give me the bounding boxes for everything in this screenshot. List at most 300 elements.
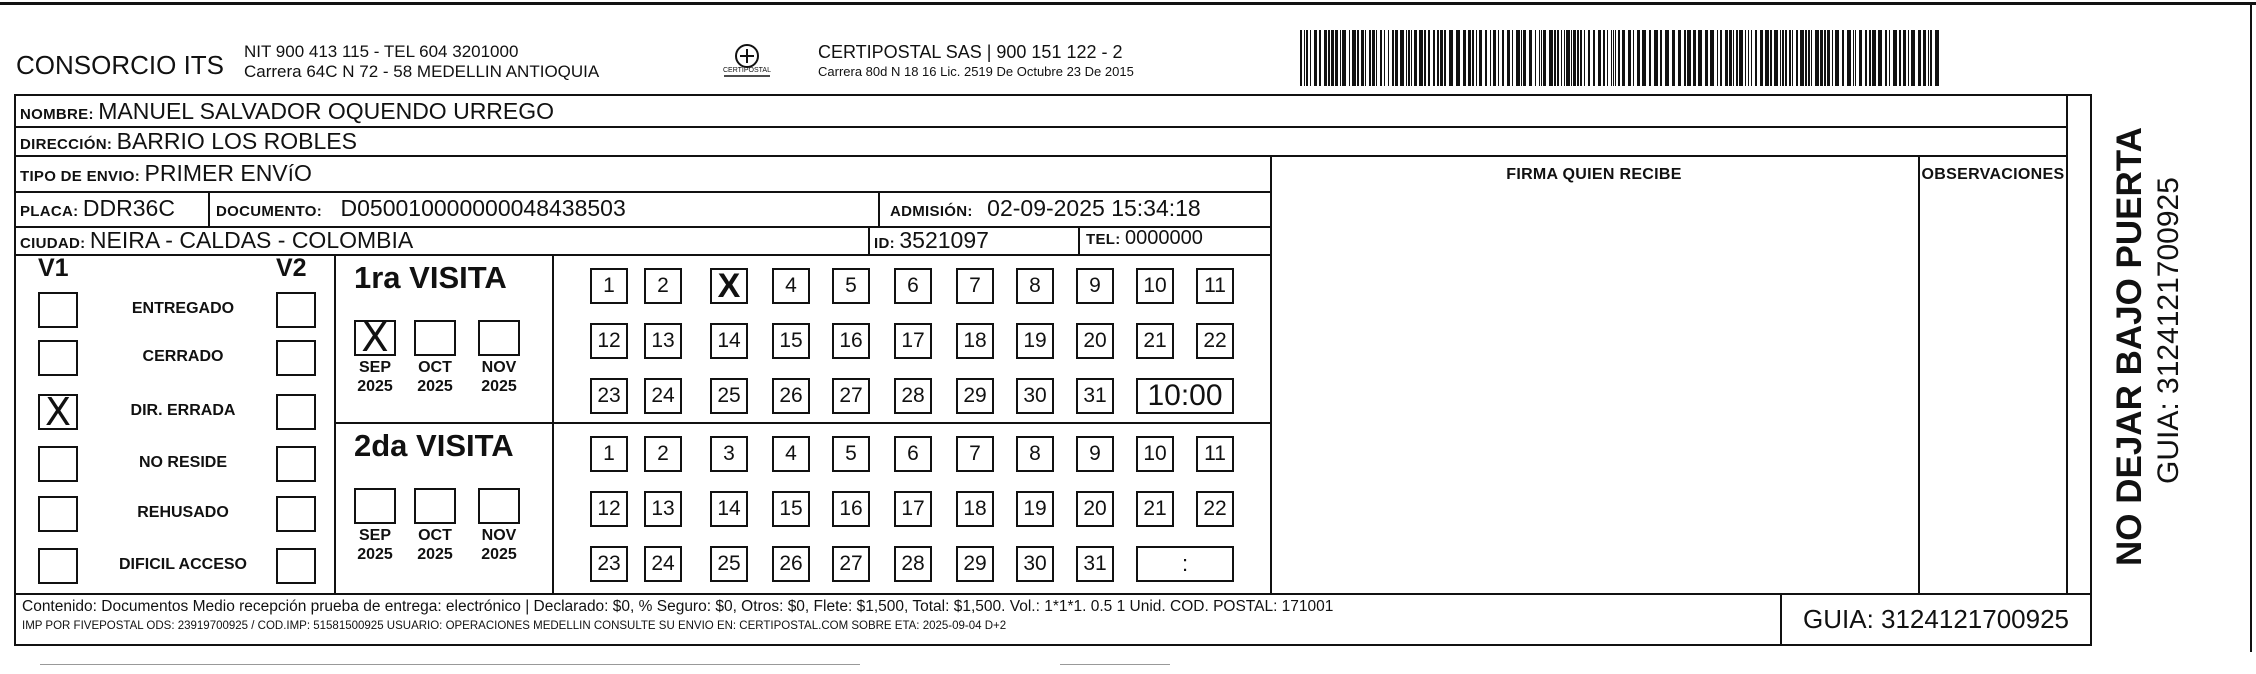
direccion-label: DIRECCIÓN: — [20, 136, 113, 153]
barcode-bar — [1782, 30, 1784, 86]
visit1-day-box[interactable]: 24 — [644, 378, 682, 414]
side-guia: GUIA: 3124121700925 — [2152, 177, 2185, 484]
barcode-bar — [1485, 30, 1487, 86]
visit1-month-year: 2025 — [417, 378, 453, 395]
barcode-bar — [1628, 30, 1631, 86]
barcode-bar — [1827, 30, 1830, 86]
barcode-bar — [1380, 30, 1382, 86]
barcode-bar — [1869, 30, 1871, 86]
visit2-month-year: 2025 — [481, 546, 517, 563]
visit1-month-name: SEP — [358, 359, 391, 376]
motive-label: DIFICIL ACCESO — [118, 556, 247, 573]
barcode-bar — [1554, 30, 1556, 86]
barcode-bar — [1911, 30, 1915, 86]
signature-divider — [1270, 155, 1272, 593]
visit1-day-box[interactable]: 6 — [894, 268, 932, 304]
barcode-bar — [1607, 30, 1608, 86]
barcode-bar — [1815, 30, 1819, 86]
visit1-day-box[interactable]: 21 — [1136, 323, 1174, 359]
visit2-title: 2da VISITA — [354, 428, 514, 463]
barcode-bar — [1376, 30, 1377, 86]
visit1-title: 1ra VISITA — [354, 260, 507, 295]
barcode — [1300, 30, 1945, 86]
barcode-bar — [1613, 30, 1614, 86]
placa-value: DDR36C — [82, 195, 175, 221]
v2-checkbox[interactable] — [276, 394, 316, 430]
visit1-day-box[interactable]: 9 — [1076, 268, 1114, 304]
row-line — [14, 254, 1270, 256]
visit2-month-year: 2025 — [417, 546, 453, 563]
v2-checkbox[interactable] — [276, 496, 316, 532]
visit1-day-box[interactable]: 10 — [1136, 268, 1174, 304]
v1-checkbox[interactable] — [38, 292, 78, 328]
visit2-month-year: 2025 — [357, 546, 393, 563]
visit2-day-box[interactable]: 28 — [894, 546, 932, 582]
barcode-bar — [1564, 30, 1565, 86]
carrier-address-line: Carrera 80d N 18 16 Lic. 2519 De Octubre 23 De 2015 — [818, 64, 1134, 79]
barcode-bar — [1842, 30, 1844, 86]
barcode-bar — [1859, 30, 1862, 86]
visit1-month-checkbox[interactable]: X — [354, 320, 396, 356]
barcode-bar — [1755, 30, 1757, 86]
barcode-bar — [1808, 30, 1810, 86]
visit2-day-box[interactable]: 14 — [710, 491, 748, 527]
barcode-bar — [1847, 30, 1851, 86]
barcode-bar — [1751, 30, 1752, 86]
visit1-month-name: NOV — [481, 359, 517, 376]
barcode-bar — [1729, 30, 1732, 86]
barcode-bar — [1539, 30, 1540, 86]
visit1-day-box[interactable]: 22 — [1196, 323, 1234, 359]
visit1-month-year: 2025 — [357, 378, 393, 395]
visit1-day-box[interactable]: 27 — [832, 378, 870, 414]
visit2-day-box[interactable]: 8 — [1016, 436, 1054, 472]
v1-checkbox[interactable] — [38, 548, 78, 584]
barcode-bar — [1493, 30, 1496, 86]
barcode-bar — [1449, 30, 1453, 86]
visit2-day-box[interactable]: 15 — [772, 491, 810, 527]
visit2-day-box[interactable]: 23 — [590, 546, 628, 582]
v1-label: V1 — [38, 254, 69, 282]
right-edge-line — [2250, 2, 2252, 652]
visit2-day-box[interactable]: 21 — [1136, 491, 1174, 527]
top-edge-line — [0, 2, 2256, 5]
barcode-bar — [1502, 30, 1504, 86]
barcode-bar — [1588, 30, 1590, 86]
documento-label: DOCUMENTO: — [216, 203, 323, 220]
barcode-bar — [1865, 30, 1867, 86]
barcode-bar — [1928, 30, 1929, 86]
ciudad-value: NEIRA - CALDAS - COLOMBIA — [89, 227, 414, 253]
barcode-bar — [1633, 30, 1634, 86]
barcode-bar — [1310, 30, 1311, 86]
barcode-bar — [1687, 30, 1691, 86]
visit2-day-box[interactable]: 22 — [1196, 491, 1234, 527]
barcode-bar — [1805, 30, 1807, 86]
visit1-day-box[interactable]: 8 — [1016, 268, 1054, 304]
logo-text: CERTIPOSTAL — [723, 67, 771, 74]
visit1-day-box[interactable]: 26 — [772, 378, 810, 414]
visit2-day-box[interactable]: 18 — [956, 491, 994, 527]
tel-value: 0000000 — [1124, 227, 1203, 249]
barcode-bar — [1780, 30, 1781, 86]
barcode-bar — [1710, 30, 1714, 86]
barcode-bar — [1855, 30, 1856, 86]
visit1-day-box[interactable]: 30 — [1016, 378, 1054, 414]
placa-label: PLACA: — [20, 203, 79, 220]
v2-checkbox[interactable] — [276, 292, 316, 328]
barcode-bar — [1400, 30, 1404, 86]
visit2-day-box[interactable]: 26 — [772, 546, 810, 582]
barcode-bar — [1479, 30, 1482, 86]
barcode-bar — [1571, 30, 1572, 86]
tel-label: TEL: — [1086, 231, 1121, 248]
company-address-line: Carrera 64C N 72 - 58 MEDELLIN ANTIOQUIA — [244, 62, 600, 81]
visit2-day-box[interactable]: 29 — [956, 546, 994, 582]
barcode-bar — [1349, 30, 1350, 86]
visit1-day-box[interactable]: X — [710, 268, 748, 304]
barcode-bar — [1384, 30, 1385, 86]
months-divider — [552, 254, 554, 593]
admision-label: ADMISIÓN: — [890, 203, 973, 220]
barcode-bar — [1603, 30, 1605, 86]
barcode-bar — [1306, 30, 1308, 86]
barcode-bar — [1541, 30, 1542, 86]
visit2-day-box[interactable]: 11 — [1196, 436, 1234, 472]
barcode-bar — [1392, 30, 1394, 86]
nombre-value: MANUEL SALVADOR OQUENDO URREGO — [98, 98, 555, 124]
ciudad-row — [20, 227, 413, 254]
barcode-bar — [1889, 30, 1890, 86]
company-name: CONSORCIO ITS — [16, 50, 225, 80]
barcode-bar — [1324, 30, 1327, 86]
visit2-day-box[interactable]: 25 — [710, 546, 748, 582]
tel-row — [1086, 227, 1203, 250]
tipo-envio-label: TIPO DE ENVIO: — [20, 168, 141, 185]
barcode-bar — [1440, 30, 1443, 86]
barcode-bar — [1593, 30, 1595, 86]
visit2-day-box[interactable]: 19 — [1016, 491, 1054, 527]
barcode-bar — [1577, 30, 1579, 86]
ciudad-label: CIUDAD: — [20, 235, 86, 252]
firma-label: FIRMA QUIEN RECIBE — [1506, 166, 1682, 183]
v1-checkbox[interactable] — [38, 340, 78, 376]
barcode-bar — [1935, 30, 1939, 86]
barcode-bar — [1872, 30, 1876, 86]
v1-checkbox[interactable]: X — [38, 394, 78, 430]
visit1-day-box[interactable]: 13 — [644, 323, 682, 359]
visit2-day-box[interactable]: 4 — [772, 436, 810, 472]
barcode-bar — [1557, 30, 1559, 86]
tipo-envio-row — [20, 160, 312, 187]
barcode-bar — [1340, 30, 1341, 86]
barcode-bar — [1408, 30, 1410, 86]
documento-divider — [878, 191, 880, 226]
barcode-bar — [1618, 30, 1620, 86]
carrier-name-line: CERTIPOSTAL SAS | 900 151 122 - 2 — [818, 42, 1123, 62]
row-line — [14, 191, 1270, 193]
barcode-bar — [1535, 30, 1536, 86]
motive-label: DIR. ERRADA — [130, 402, 236, 419]
barcode-bar — [1388, 30, 1389, 86]
v2-label: V2 — [276, 254, 307, 282]
visit2-day-box[interactable]: 7 — [956, 436, 994, 472]
motive-label: REHUSADO — [137, 504, 229, 521]
barcode-bar — [1566, 30, 1570, 86]
barcode-bar — [1411, 30, 1412, 86]
barcode-bar — [1507, 30, 1510, 86]
visit1-month-checkbox[interactable] — [414, 320, 456, 356]
barcode-bar — [1342, 30, 1346, 86]
barcode-bar — [1328, 30, 1330, 86]
barcode-bar — [1419, 30, 1423, 86]
visit2-day-box[interactable]: 16 — [832, 491, 870, 527]
barcode-bar — [1357, 30, 1359, 86]
barcode-bar — [1472, 30, 1474, 86]
barcode-bar — [1770, 30, 1772, 86]
motives-divider — [334, 254, 336, 593]
footer-imp-line: IMP POR FIVEPOSTAL ODS: 23919700925 / COD.IMP: 51581500925 USUARIO: OPERACIONES MEDELLIN CONSULTE SU ENVIO EN: CERTIPOSTAL.COM SOBRE ETA: 2025-09-04 D+2 — [22, 620, 1007, 632]
visit1-month-name: OCT — [418, 359, 452, 376]
barcode-bar — [1433, 30, 1435, 86]
company-nit-line: NIT 900 413 115 - TEL 604 3201000 — [244, 42, 519, 61]
barcode-bar — [1314, 30, 1317, 86]
observaciones-divider — [1918, 155, 1920, 593]
barcode-bar — [1428, 30, 1430, 86]
barcode-bar — [1835, 30, 1839, 86]
visit1-day-box[interactable]: 2 — [644, 268, 682, 304]
barcode-bar — [1361, 30, 1364, 86]
barcode-bar — [1789, 30, 1791, 86]
barcode-bar — [1521, 30, 1522, 86]
visit1-day-box[interactable]: 5 — [832, 268, 870, 304]
barcode-bar — [1395, 30, 1398, 86]
visit1-month-year: 2025 — [481, 378, 517, 395]
tipo-envio-value: PRIMER ENVíO — [144, 160, 312, 186]
visit2-day-box[interactable]: 27 — [832, 546, 870, 582]
barcode-bar — [1725, 30, 1728, 86]
visit1-day-box[interactable]: 25 — [710, 378, 748, 414]
barcode-bar — [1693, 30, 1696, 86]
barcode-bar — [1739, 30, 1743, 86]
barcode-bar — [1561, 30, 1562, 86]
visit2-day-box[interactable]: 30 — [1016, 546, 1054, 582]
visit1-day-box[interactable]: 12 — [590, 323, 628, 359]
barcode-bar — [1444, 30, 1446, 86]
barcode-bar — [1468, 30, 1471, 86]
visit2-day-box[interactable]: 13 — [644, 491, 682, 527]
id-divider — [868, 226, 870, 254]
visit2-day-box[interactable]: 2 — [644, 436, 682, 472]
barcode-bar — [1490, 30, 1491, 86]
tel-divider — [1078, 226, 1080, 254]
barcode-bar — [1796, 30, 1798, 86]
barcode-bar — [1930, 30, 1932, 86]
barcode-bar — [1331, 30, 1334, 86]
visit1-day-box[interactable]: 29 — [956, 378, 994, 414]
visit2-day-box[interactable]: 10 — [1136, 436, 1174, 472]
id-value: 3521097 — [899, 227, 989, 253]
barcode-bar — [1733, 30, 1734, 86]
barcode-bar — [1745, 30, 1746, 86]
visit1-day-box[interactable]: 28 — [894, 378, 932, 414]
barcode-bar — [1918, 30, 1921, 86]
barcode-bar — [1885, 30, 1887, 86]
visit2-month-checkbox[interactable] — [414, 488, 456, 524]
visit1-time-box[interactable]: 10:00 — [1136, 378, 1234, 414]
barcode-bar — [1529, 30, 1532, 86]
side-warning: NO DEJAR BAJO PUERTA — [2110, 127, 2149, 566]
barcode-bar — [1899, 30, 1901, 86]
visit2-month-name: OCT — [418, 527, 452, 544]
barcode-bar — [1717, 30, 1718, 86]
admision-value: 02-09-2025 15:34:18 — [987, 195, 1201, 221]
barcode-bar — [1611, 30, 1612, 86]
visit1-day-box[interactable]: 4 — [772, 268, 810, 304]
barcode-bar — [1335, 30, 1338, 86]
barcode-bar — [1476, 30, 1477, 86]
barcode-bar — [1642, 30, 1646, 86]
visit1-day-box[interactable]: 11 — [1196, 268, 1234, 304]
barcode-bar — [1584, 30, 1585, 86]
barcode-bar — [1437, 30, 1439, 86]
observaciones-label: OBSERVACIONES — [1921, 166, 2065, 183]
motive-label: ENTREGADO — [131, 300, 235, 317]
barcode-bar — [1853, 30, 1854, 86]
v1-checkbox[interactable] — [38, 446, 78, 482]
visit-separator — [334, 422, 1270, 424]
visit1-day-box[interactable]: 20 — [1076, 323, 1114, 359]
barcode-bar — [1765, 30, 1769, 86]
visit2-month-name: NOV — [481, 527, 517, 544]
documento-value: D050010000000048438503 — [340, 195, 626, 221]
barcode-bar — [1698, 30, 1702, 86]
barcode-bar — [1684, 30, 1686, 86]
direccion-value: BARRIO LOS ROBLES — [116, 128, 357, 154]
visit1-day-box[interactable]: 18 — [956, 323, 994, 359]
visit2-month-checkbox[interactable] — [478, 488, 520, 524]
documento-row — [216, 195, 626, 222]
barcode-bar — [1516, 30, 1520, 86]
id-row — [874, 227, 989, 254]
visit2-day-box[interactable]: 24 — [644, 546, 682, 582]
barcode-bar — [1760, 30, 1763, 86]
right-column-divider — [2066, 94, 2068, 593]
visit2-month-checkbox[interactable] — [354, 488, 396, 524]
placa-divider — [208, 191, 210, 226]
row-line — [14, 155, 2066, 157]
visit1-day-box[interactable]: 19 — [1016, 323, 1054, 359]
barcode-bar — [1649, 30, 1651, 86]
barcode-bar — [1372, 30, 1375, 86]
footer-guia: GUIA: 3124121700925 — [1803, 604, 2069, 634]
barcode-bar — [1319, 30, 1321, 86]
barcode-bar — [1424, 30, 1426, 86]
admision-row — [890, 195, 1201, 222]
visit1-day-box[interactable]: 1 — [590, 268, 628, 304]
barcode-bar — [1800, 30, 1804, 86]
visit1-month-checkbox[interactable] — [478, 320, 520, 356]
barcode-bar — [1660, 30, 1662, 86]
nombre-row — [20, 98, 554, 125]
barcode-bar — [1549, 30, 1553, 86]
visit2-day-box[interactable]: 9 — [1076, 436, 1114, 472]
barcode-bar — [1792, 30, 1793, 86]
barcode-bar — [1580, 30, 1582, 86]
barcode-bar — [1824, 30, 1826, 86]
visit1-day-box[interactable]: 23 — [590, 378, 628, 414]
visit2-time-box[interactable]: : — [1136, 546, 1234, 582]
id-label: ID: — [874, 235, 895, 252]
barcode-bar — [1365, 30, 1366, 86]
barcode-bar — [1300, 30, 1302, 86]
barcode-bar — [1637, 30, 1640, 86]
barcode-bar — [1811, 30, 1812, 86]
barcode-bar — [1543, 30, 1546, 86]
barcode-bar — [1672, 30, 1675, 86]
barcode-bar — [1463, 30, 1466, 86]
visit1-day-box[interactable]: 17 — [894, 323, 932, 359]
v2-checkbox[interactable] — [276, 340, 316, 376]
barcode-bar — [1678, 30, 1681, 86]
nombre-label: NOMBRE: — [20, 106, 94, 123]
visit1-day-box[interactable]: 14 — [710, 323, 748, 359]
bottom-edge-line — [40, 664, 860, 665]
visit2-day-box[interactable]: 6 — [894, 436, 932, 472]
visit2-day-box[interactable]: 31 — [1076, 546, 1114, 582]
v2-checkbox[interactable] — [276, 446, 316, 482]
motive-label: CERRADO — [142, 348, 224, 365]
visit2-day-box[interactable]: 17 — [894, 491, 932, 527]
motive-label: NO RESIDE — [138, 454, 227, 471]
barcode-bar — [1893, 30, 1897, 86]
visit1-day-box[interactable]: 7 — [956, 268, 994, 304]
barcode-bar — [1598, 30, 1601, 86]
barcode-bar — [1736, 30, 1738, 86]
visit2-day-box[interactable]: 20 — [1076, 491, 1114, 527]
visit2-day-box[interactable]: 1 — [590, 436, 628, 472]
placa-row — [20, 195, 175, 222]
barcode-bar — [1832, 30, 1833, 86]
visit2-month-name: SEP — [358, 527, 391, 544]
barcode-bar — [1820, 30, 1823, 86]
v1-checkbox[interactable] — [38, 496, 78, 532]
visit1-day-box[interactable]: 15 — [772, 323, 810, 359]
visit2-day-box[interactable]: 12 — [590, 491, 628, 527]
barcode-bar — [1573, 30, 1576, 86]
barcode-bar — [1498, 30, 1499, 86]
v2-checkbox[interactable] — [276, 548, 316, 584]
bottom-edge-line — [1060, 664, 1170, 665]
barcode-bar — [1523, 30, 1526, 86]
barcode-bar — [1352, 30, 1356, 86]
barcode-bar — [1903, 30, 1906, 86]
barcode-bar — [1304, 30, 1305, 86]
barcode-bar — [1878, 30, 1882, 86]
barcode-bar — [1748, 30, 1749, 86]
barcode-bar — [1512, 30, 1513, 86]
barcode-bar — [1654, 30, 1658, 86]
visit2-day-box[interactable]: 5 — [832, 436, 870, 472]
visit1-day-box[interactable]: 31 — [1076, 378, 1114, 414]
barcode-bar — [1720, 30, 1722, 86]
barcode-bar — [1705, 30, 1708, 86]
barcode-bar — [1406, 30, 1407, 86]
visit1-day-box[interactable]: 16 — [832, 323, 870, 359]
visit2-day-box[interactable]: 3 — [710, 436, 748, 472]
barcode-bar — [1622, 30, 1625, 86]
barcode-bar — [1369, 30, 1371, 86]
